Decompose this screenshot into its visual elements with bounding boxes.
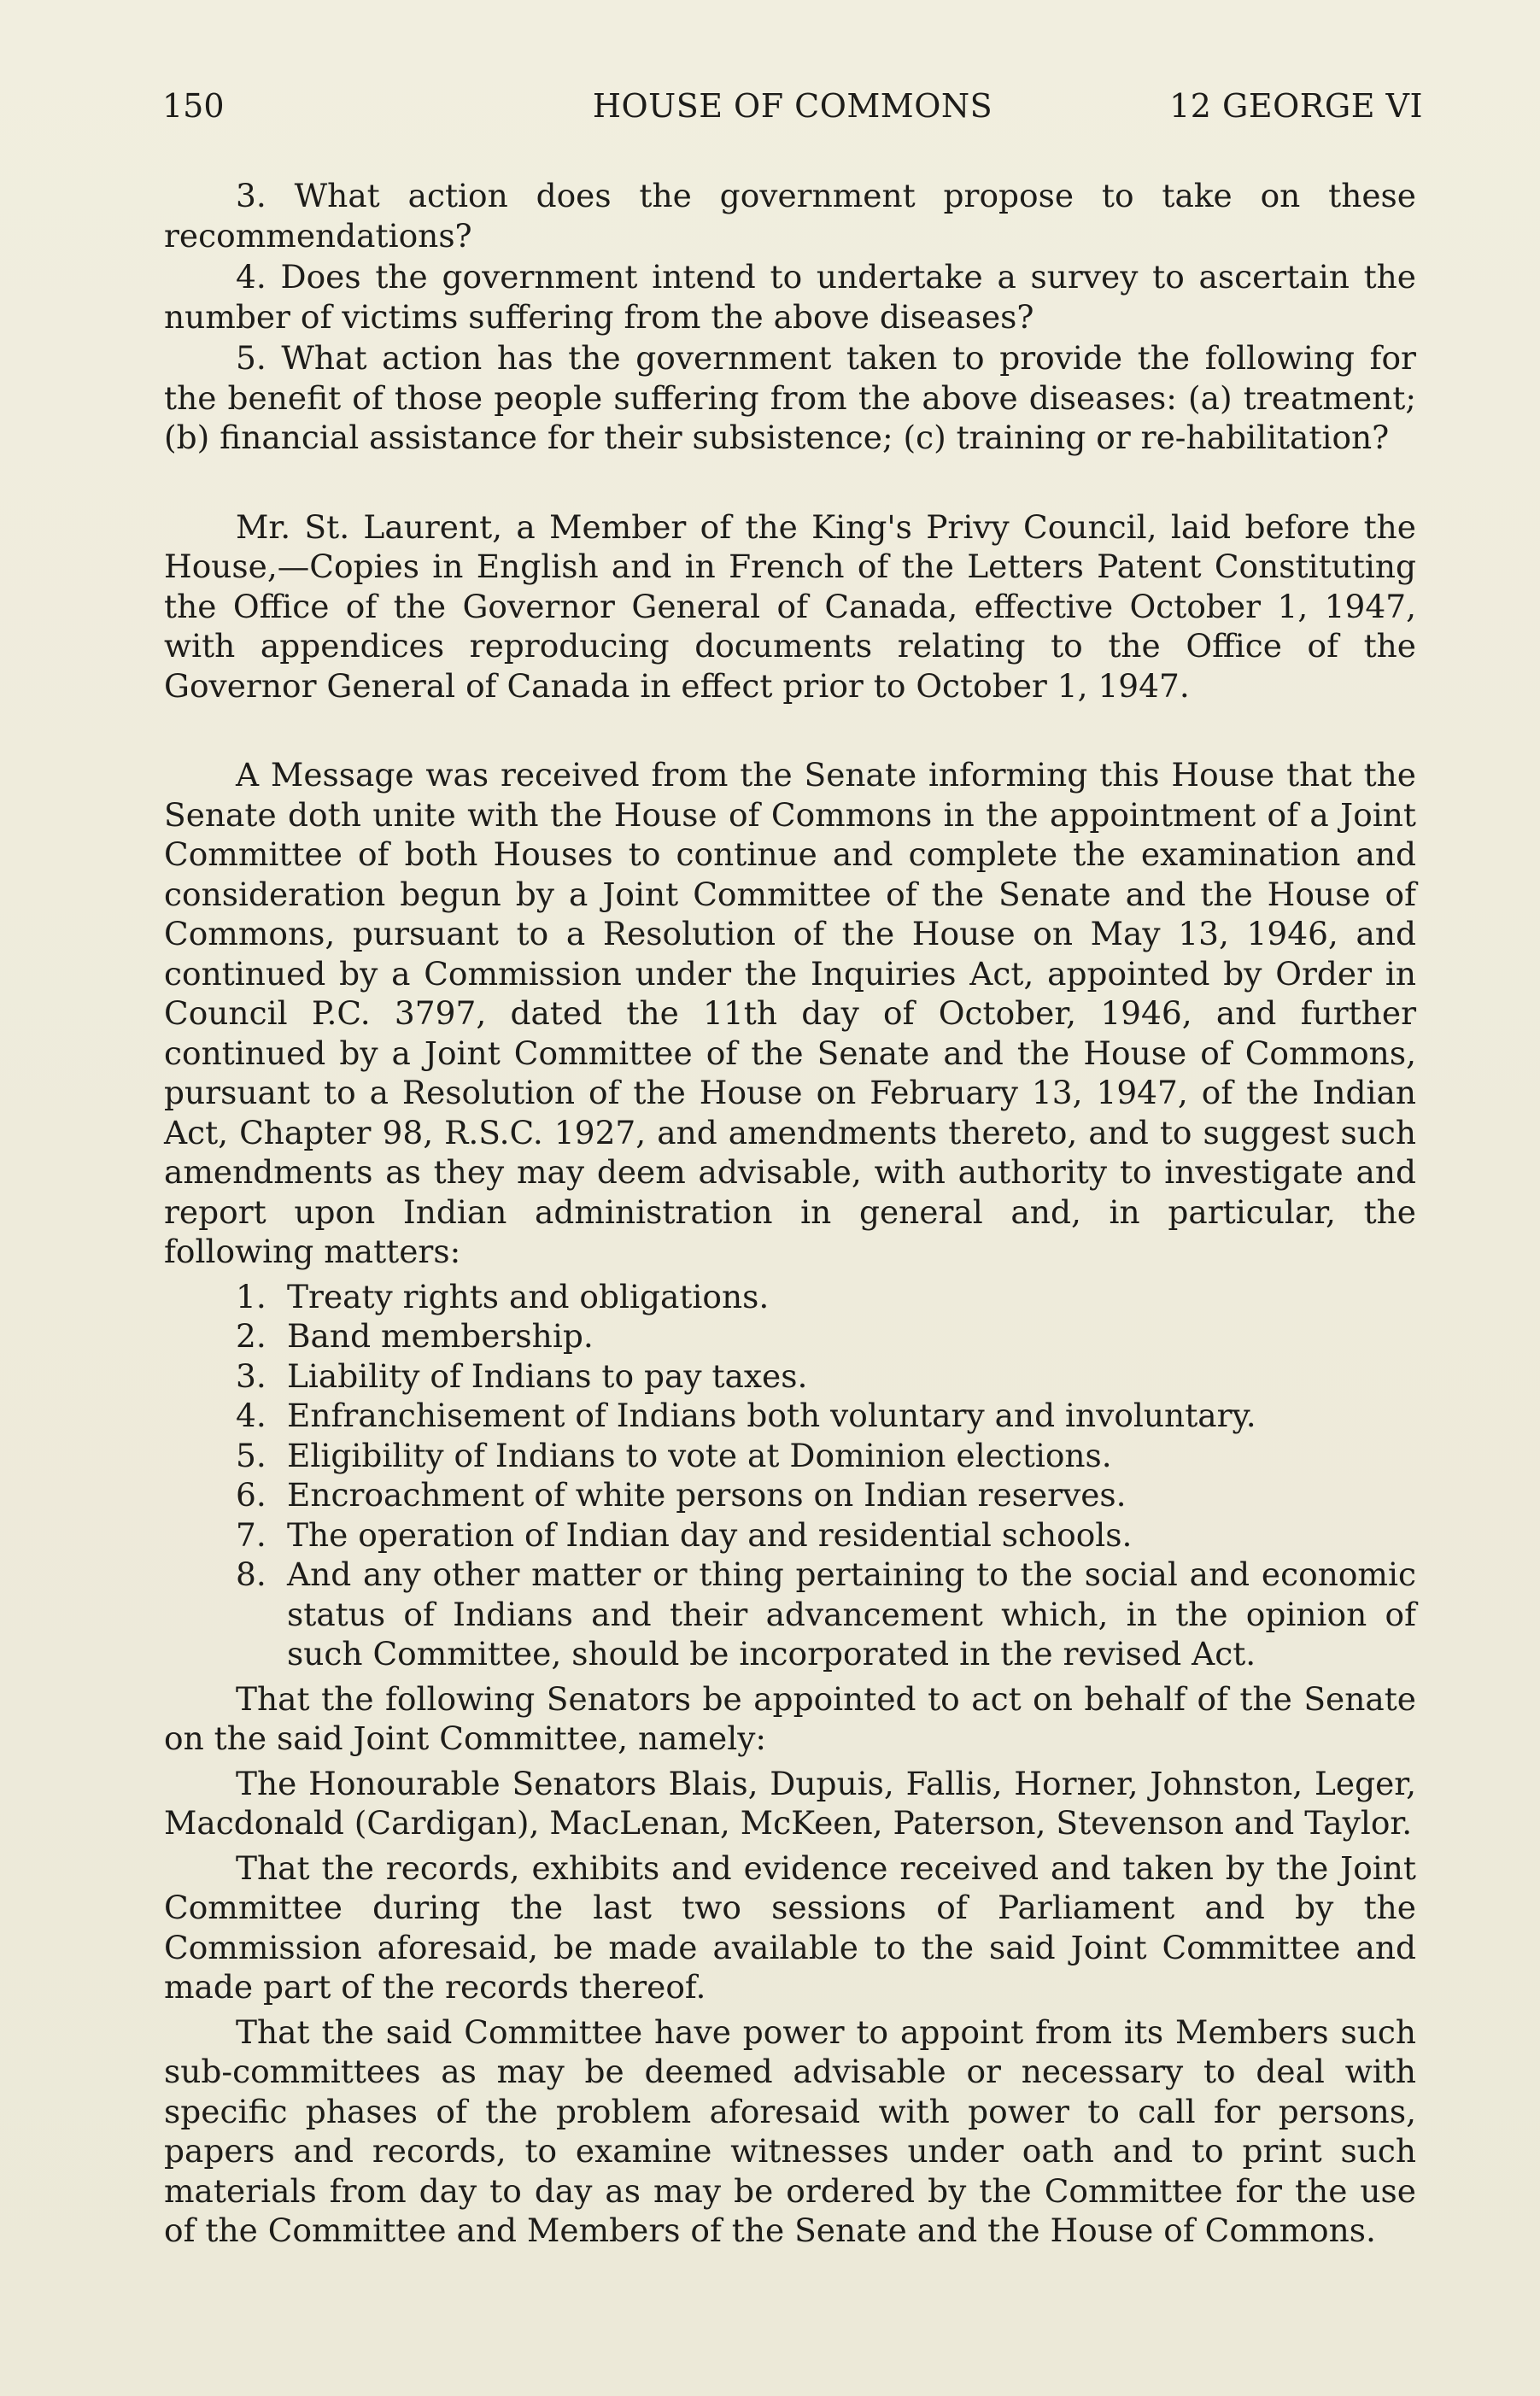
records-paragraph: That the records, exhibits and evidence received and taken by the Joint Committee during the last two sessions of Parliament and by the Commission aforesaid, be made available to the said Joint Committee and made part of the records thereof. bbox=[164, 1848, 1416, 2006]
list-item-text: Eligibility of Indians to vote at Dominion elections. bbox=[287, 1436, 1112, 1474]
list-item-text: Treaty rights and obligations. bbox=[287, 1277, 770, 1315]
list-item-number: 5. bbox=[236, 1436, 266, 1474]
page-title: HOUSE OF COMMONS bbox=[592, 87, 993, 125]
tabled-paper-paragraph: Mr. St. Laurent, a Member of the King's Privy Council, laid before the House,—Copies in English and in French of the Letters Patent Constituting the Office of the Governor General of Canada, effective October 1, 1947, with appendices reproducing documents relating to the Office of the Governor General of Canada in effect prior to October 1, 1947. bbox=[164, 507, 1416, 705]
page-body bbox=[164, 176, 1416, 2251]
list-item-text: The operation of Indian day and residential schools. bbox=[287, 1515, 1133, 1554]
matters-list bbox=[164, 1277, 1416, 1674]
list-item bbox=[164, 1555, 1416, 1674]
list-item-text: And any other matter or thing pertaining to the social and economic status of Indians and their advancement which, in the opinion of such Committee, should be incorporated in the revised Act. bbox=[287, 1555, 1416, 1673]
running-header bbox=[162, 82, 1423, 130]
list-item bbox=[164, 1475, 1416, 1515]
list-item-number: 3. bbox=[236, 1356, 266, 1395]
list-item-text: Encroachment of white persons on Indian reserves. bbox=[287, 1476, 1127, 1514]
list-item-number: 8. bbox=[236, 1555, 266, 1593]
question-4: 4. Does the government intend to undertake a survey to ascertain the number of victims suffering from the above diseases? bbox=[164, 258, 1416, 336]
senate-message-intro: A Message was received from the Senate informing this House that the Senate doth unite with the House of Commons in the appointment of a Joint Committee of both Houses to continue and complete the examination and consideration begun by a Joint Committee of the Senate and the House of Commons, pursuant to a Resolution of the House on May 13, 1946, and continued by a Commission under the Inquiries Act, appointed by Order in Council P.C. 3797, dated the 11th day of October, 1946, and further continued by a Joint Committee of the Senate and the House of Commons, pursuant to a Resolution of the House on February 13, 1947, of the Indian Act, Chapter 98, R.S.C. 1927, and amendments thereto, and to suggest such amendments as they may deem advisable, with authority to investigate and report upon Indian administration in general and, in particular, the following matters: bbox=[164, 756, 1416, 1270]
list-item bbox=[164, 1436, 1416, 1476]
page-number: 150 bbox=[162, 87, 225, 125]
list-item bbox=[164, 1515, 1416, 1555]
list-item bbox=[164, 1396, 1416, 1436]
list-item-text: Liability of Indians to pay taxes. bbox=[287, 1356, 808, 1395]
list-item bbox=[164, 1316, 1416, 1356]
question-5: 5. What action has the government taken to provide the following for the benefit of those people suffering from the above diseases: (a) treatment; (b) financial assistance for their subsistence; (c) training or re-habilitation? bbox=[164, 339, 1416, 456]
list-item-number: 4. bbox=[236, 1397, 266, 1434]
list-item-number: 7. bbox=[236, 1515, 266, 1554]
senators-intro-paragraph: That the following Senators be appointed to act on behalf of the Senate on the said Joint Committee, namely: bbox=[164, 1679, 1416, 1757]
question-3: 3. What action does the government propose to take on these recommendations? bbox=[164, 177, 1416, 255]
senators-list-paragraph: The Honourable Senators Blais, Dupuis, Fallis, Horner, Johnston, Leger, Macdonald (Cardigan), MacLenan, McKeen, Paterson, Stevenson and Taylor. bbox=[164, 1764, 1416, 1842]
list-item-text: Enfranchisement of Indians both voluntary and involuntary. bbox=[287, 1397, 1256, 1434]
list-item-number: 1. bbox=[236, 1277, 266, 1315]
list-item bbox=[164, 1277, 1416, 1317]
list-item-number: 2. bbox=[236, 1317, 266, 1355]
powers-paragraph: That the said Committee have power to appoint from its Members such sub-committees as may be deemed advisable or necessary to deal with specific phases of the problem aforesaid with power to call for persons, papers and records, to examine witnesses under oath and to print such materials from day to day as may be ordered by the Committee for the use of the Committee and Members of the Senate and the House of Commons. bbox=[164, 2012, 1416, 2249]
list-item-number: 6. bbox=[236, 1476, 266, 1514]
session-label: 12 GEORGE VI bbox=[1169, 87, 1423, 125]
list-item bbox=[164, 1356, 1416, 1397]
list-item-text: Band membership. bbox=[287, 1317, 594, 1355]
